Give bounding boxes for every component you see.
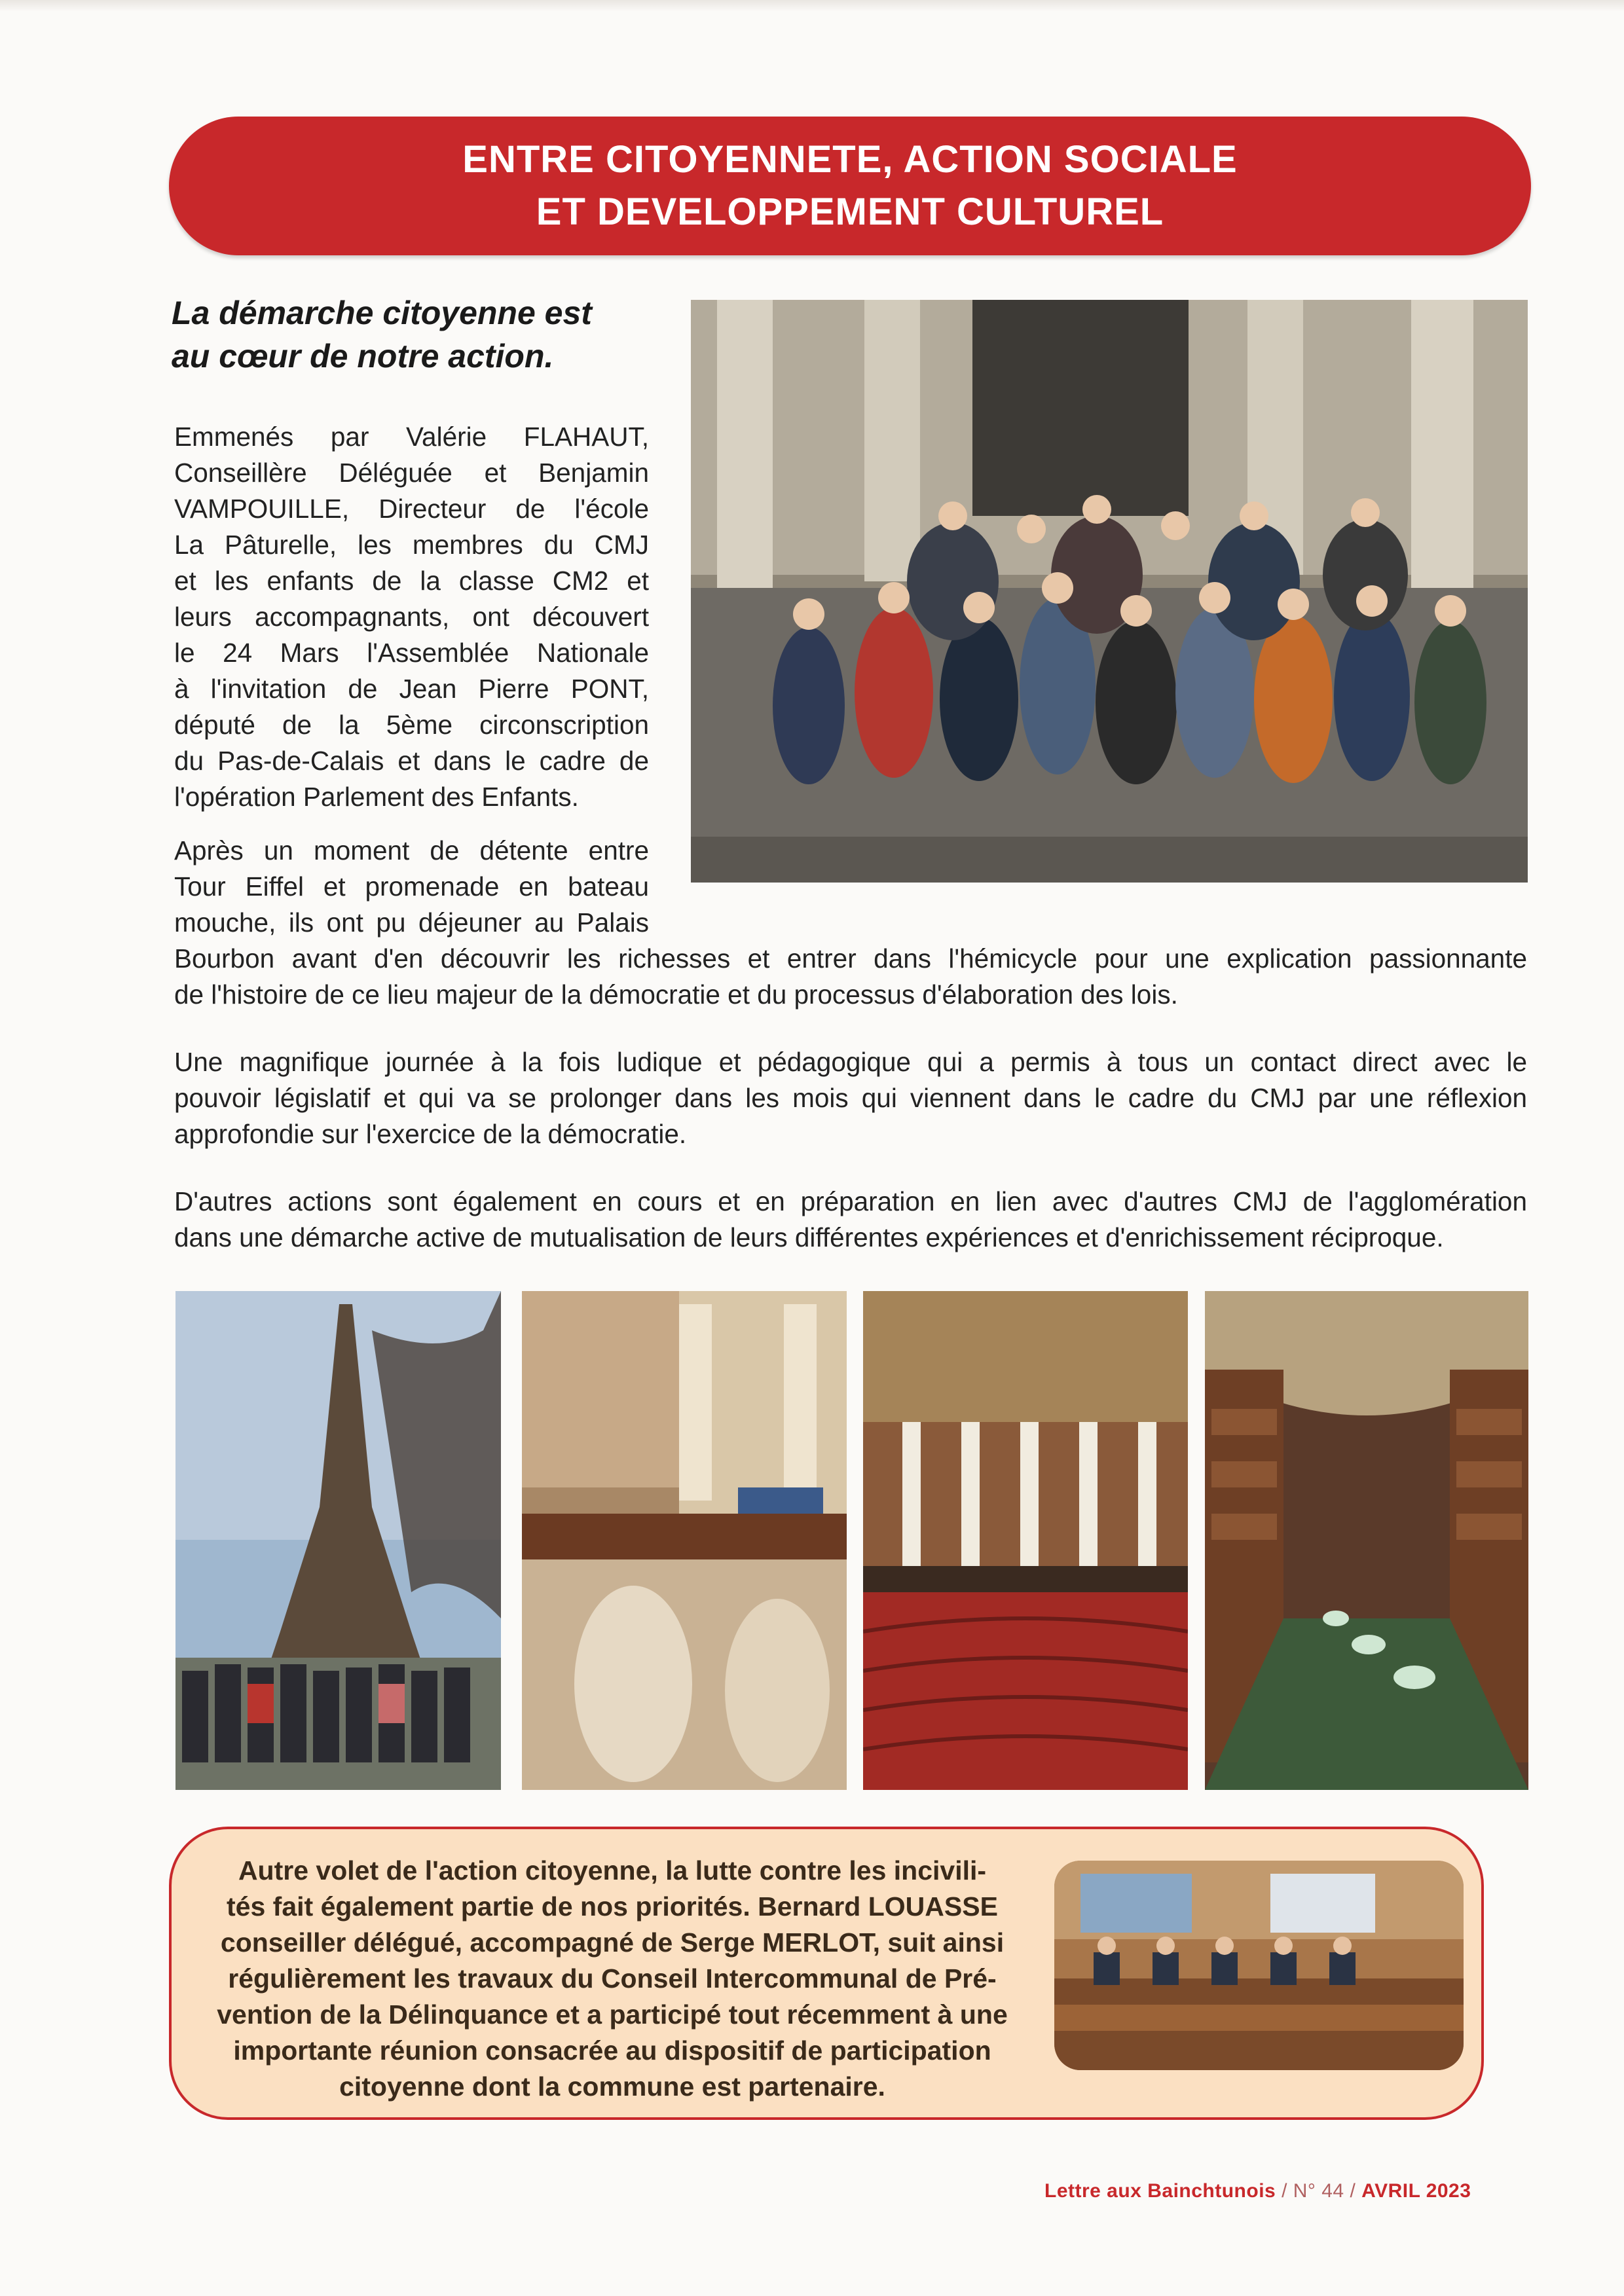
text-line: député de la 5ème circonscription bbox=[174, 710, 649, 740]
text-line: importante réunion consacrée au dispositif de participation bbox=[233, 2035, 991, 2066]
text-line: pouvoir législatif et qui va se prolonger dans les mois qui viennent dans le cadre du CMJ par une réflexion bbox=[174, 1083, 1527, 1113]
issue-number: N° 44 bbox=[1293, 2180, 1344, 2202]
text-line: Après un moment de détente entre bbox=[174, 835, 649, 866]
separator: / bbox=[1350, 2180, 1362, 2202]
text-line: approfondie sur l'exercice de la démocratie. bbox=[174, 1119, 687, 1149]
text-line: D'autres actions sont également en cours et en préparation en lien avec d'autres CMJ de l'agglomération bbox=[174, 1186, 1527, 1216]
photo-hemicycle bbox=[863, 1291, 1188, 1790]
paragraph-2-narrow bbox=[174, 833, 649, 941]
eiffel-tower-image bbox=[175, 1291, 501, 1790]
text-line: citoyenne dont la commune est partenaire. bbox=[339, 2071, 885, 2102]
subheading-line-2: au cœur de notre action. bbox=[172, 338, 554, 374]
text-line: mouche, ils ont pu déjeuner au Palais bbox=[174, 907, 649, 938]
text-line: à l'invitation de Jean Pierre PONT, bbox=[174, 674, 649, 704]
subheading-line-1: La démarche citoyenne est bbox=[172, 295, 592, 331]
paragraph-2-wide bbox=[174, 941, 1527, 1013]
photo-meeting bbox=[1054, 1861, 1464, 2070]
publication-name: Lettre aux Bainchtunois bbox=[1044, 2180, 1276, 2202]
text-line: Conseillère Déléguée et Benjamin bbox=[174, 458, 649, 488]
photo-library bbox=[1205, 1291, 1528, 1790]
callout-text bbox=[196, 1853, 1028, 2105]
text-line: et les enfants de la classe CM2 et bbox=[174, 566, 649, 596]
text-line: Autre volet de l'action citoyenne, la lutte contre les incivili- bbox=[238, 1855, 987, 1886]
page-footer bbox=[1044, 2180, 1471, 2202]
text-line: VAMPOUILLE, Directeur de l'école bbox=[174, 494, 649, 524]
meeting-image bbox=[1054, 1861, 1464, 2070]
photo-eiffel-tower bbox=[175, 1291, 501, 1790]
text-line: régulièrement les travaux du Conseil Intercommunal de Pré- bbox=[228, 1963, 997, 1994]
subheading bbox=[172, 291, 669, 378]
photo-assembly-interior bbox=[522, 1291, 847, 1790]
paragraph-3 bbox=[174, 1044, 1527, 1152]
text-line: La Pâturelle, les membres du CMJ bbox=[174, 530, 649, 560]
issue-date: AVRIL 2023 bbox=[1361, 2180, 1471, 2202]
text-line: Bourbon avant d'en découvrir les richesses et entrer dans l'hémicycle pour une explication passionnante bbox=[174, 943, 1527, 974]
library-image bbox=[1205, 1291, 1528, 1790]
group-photo-image bbox=[691, 300, 1528, 883]
group-photo-assemblee bbox=[691, 300, 1528, 883]
banner-line-1: ENTRE CITOYENNETE, ACTION SOCIALE bbox=[462, 138, 1238, 181]
text-line: du Pas-de-Calais et dans le cadre de bbox=[174, 746, 649, 776]
text-line: l'opération Parlement des Enfants. bbox=[174, 782, 579, 812]
text-line: tés fait également partie de nos priorités. Bernard LOUASSE bbox=[227, 1891, 998, 1922]
text-line: Emmenés par Valérie FLAHAUT, bbox=[174, 422, 649, 452]
hemicycle-image bbox=[863, 1291, 1188, 1790]
text-line: dans une démarche active de mutualisation de leurs différentes expériences et d'enrichissement réciproque. bbox=[174, 1222, 1444, 1252]
paragraph-1 bbox=[174, 419, 649, 815]
text-line: leurs accompagnants, ont découvert bbox=[174, 602, 649, 632]
text-line: le 24 Mars l'Assemblée Nationale bbox=[174, 638, 649, 668]
text-line: Tour Eiffel et promenade en bateau bbox=[174, 871, 649, 902]
text-line: vention de la Délinquance et a participé tout récemment à une bbox=[217, 1999, 1008, 2030]
separator: / bbox=[1282, 2180, 1293, 2202]
text-line: Une magnifique journée à la fois ludique et pédagogique qui a permis à tous un contact direct avec le bbox=[174, 1047, 1527, 1077]
paragraph-4 bbox=[174, 1184, 1527, 1256]
scan-edge bbox=[0, 0, 1624, 12]
assembly-interior-image bbox=[522, 1291, 847, 1790]
banner-line-2: ET DEVELOPPEMENT CULTUREL bbox=[536, 191, 1164, 233]
text-line: de l'histoire de ce lieu majeur de la démocratie et du processus d'élaboration des lois. bbox=[174, 979, 1178, 1010]
text-line: conseiller délégué, accompagné de Serge MERLOT, suit ainsi bbox=[220, 1927, 1005, 1958]
title-banner bbox=[169, 117, 1531, 255]
